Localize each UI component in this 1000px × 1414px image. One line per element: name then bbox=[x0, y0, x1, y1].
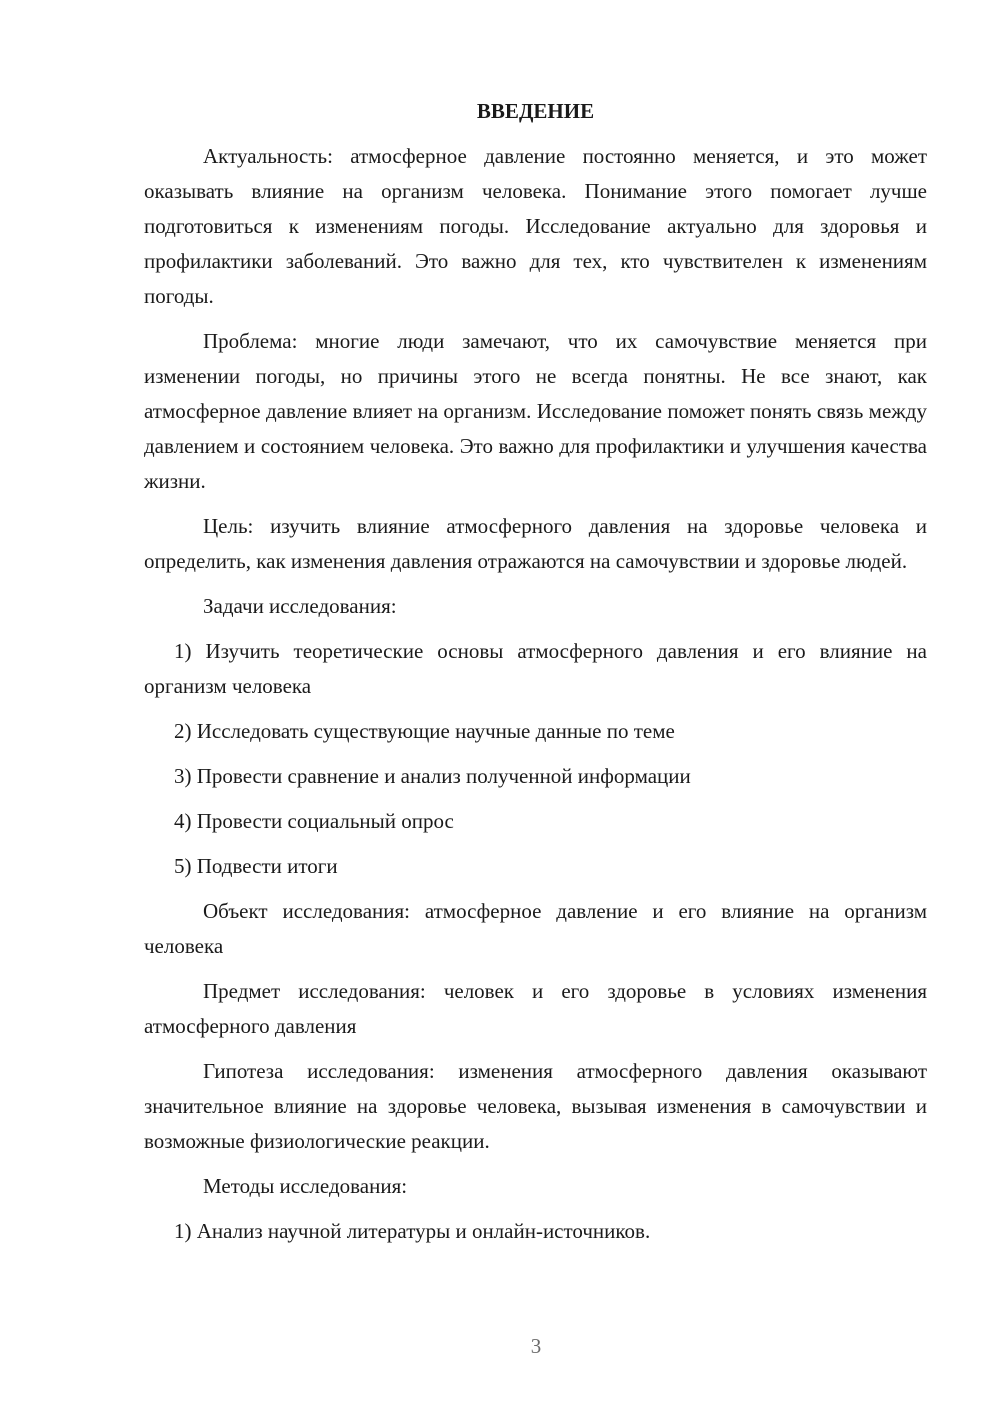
method-item-1: 1) Анализ научной литературы и онлайн-источников. bbox=[174, 1219, 651, 1243]
goal-paragraph: Цель: изучить влияние атмосферного давления на здоровье человека и определить, как изменения давления отражаются на самочувствии и здоровье людей. bbox=[144, 514, 927, 573]
relevance-paragraph: Актуальность: атмосферное давление постоянно меняется, и это может оказывать влияние на организм человека. Понимание этого помогает лучше подготовиться к изменениям погоды. Исследование актуально для здоровья и профилактики заболеваний. Это важно для тех, кто чувствителен к изменениям погоды. bbox=[144, 144, 927, 308]
methods-heading: Методы исследования: bbox=[203, 1174, 408, 1198]
section-title: ВВЕДЕНИЕ bbox=[476, 99, 595, 123]
page-number: 3 bbox=[530, 1334, 542, 1358]
object-paragraph: Объект исследования: атмосферное давление и его влияние на организм человека bbox=[144, 899, 927, 958]
task-item-5: 5) Подвести итоги bbox=[174, 854, 338, 878]
subject-paragraph: Предмет исследования: человек и его здоровье в условиях изменения атмосферного давления bbox=[144, 979, 927, 1038]
page-content bbox=[144, 94, 927, 1259]
problem-paragraph: Проблема: многие люди замечают, что их самочувствие меняется при изменении погоды, но причины этого не всегда понятны. Не все знают, как атмосферное давление влияет на организм. Исследование поможет понять связь между давлением и состоянием человека. Это важно для профилактики и улучшения качества жизни. bbox=[144, 329, 927, 493]
task-item-4: 4) Провести социальный опрос bbox=[174, 809, 454, 833]
task-item-1: 1) Изучить теоретические основы атмосферного давления и его влияние на организм человека bbox=[144, 639, 927, 698]
task-item-3: 3) Провести сравнение и анализ полученной информации bbox=[174, 764, 691, 788]
tasks-heading: Задачи исследования: bbox=[203, 594, 397, 618]
hypothesis-paragraph: Гипотеза исследования: изменения атмосферного давления оказывают значительное влияние на здоровье человека, вызывая изменения в самочувствии и возможные физиологические реакции. bbox=[144, 1059, 927, 1153]
task-item-2: 2) Исследовать существующие научные данные по теме bbox=[174, 719, 675, 743]
